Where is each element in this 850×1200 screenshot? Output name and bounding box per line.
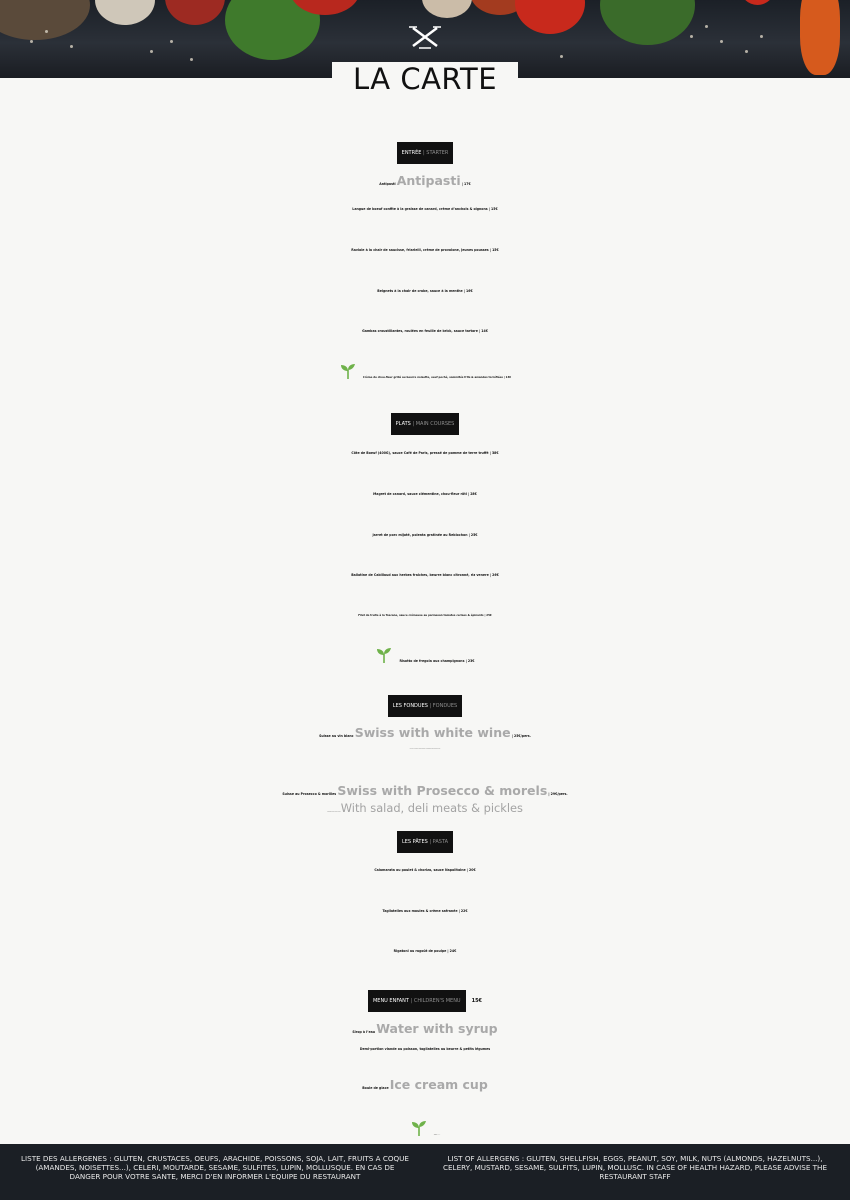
menu-item: Côte de Boeuf (400G), sauce Café de Paris, pressé de pomme de terre truffé | 38€	[351, 451, 499, 455]
menu-item-translation	[0, 920, 850, 936]
menu-item: Crème de chou-fleur grillé au beurre noisette, oeuf poché, sommités frits & amandes torréfiées | 13€	[0, 362, 850, 388]
section-header-main: PLATS | MAIN COURSES	[0, 413, 850, 435]
menu-item: Antipasti Antipasti | 17€	[379, 173, 471, 188]
menu-item-translation	[0, 960, 850, 976]
menu-item: Tagliatelles aux moules & crème safranée | 22€	[382, 909, 468, 913]
menu-item-translation	[0, 544, 850, 560]
sprout-icon	[339, 362, 357, 380]
menu-item-description	[0, 742, 850, 758]
section-header-kids: MENU ENFANT | CHILDREN'S MENU 15€	[0, 990, 850, 1012]
menu-item: Calamarata au poulet & chorizo, sauce Napolitaine | 20€	[374, 868, 476, 872]
menu-item-translation	[0, 1057, 850, 1073]
section-header-starter: ENTRÉE | STARTER	[0, 142, 850, 164]
menu-item: Beignets à la chair de crabe, sauce à la menthe | 16€	[377, 289, 473, 293]
menu-item-translation	[0, 503, 850, 519]
menu-item-translation	[0, 259, 850, 275]
menu-item-translation	[0, 666, 850, 682]
menu-item-translation	[0, 760, 850, 775]
menu-item-translation	[0, 340, 850, 356]
vegetarian-legend	[0, 1119, 850, 1137]
sprout-icon	[410, 1119, 428, 1137]
menu-item: Rigatoni au ragoût de poulpe | 24€	[393, 949, 457, 953]
sprout-icon	[375, 646, 393, 664]
menu-item-translation	[0, 300, 850, 316]
menu-item: Gambas croustillantes, roulées en feuille de brick, sauce tartare | 14€	[362, 329, 488, 333]
menu-item-translation	[0, 625, 850, 641]
menu-item: Suisse au Prosecco & morilles Swiss with Prosecco & morels | 29€/pers.	[282, 783, 568, 798]
allergen-footer	[0, 1144, 850, 1200]
menu-item: Risotto de fregola aux champignons | 23€	[0, 646, 850, 671]
menu-item: Filet de truite à la Toscane, sauce crémeuse au parmesan tomates cerises & épinards | 25€	[358, 614, 492, 617]
menu-item-translation	[0, 462, 850, 478]
menu-item: Jarret de porc mijoté, polenta gratinée au Reblochon | 25€	[372, 533, 478, 537]
menu-item: Boule de glace Ice cream cup	[362, 1077, 488, 1092]
section-header-fondues: LES FONDUES | FONDUES	[0, 695, 850, 717]
allergen-notice-en: LIST OF ALLERGENS : GLUTEN, SHELLFISH, EGGS, PEANUT, SOY, MILK, NUTS (ALMONDS, HAZELNUTS...), CELERY, MUSTARD, SESAME, SULFITS, LUPIN, MOLLUSC. IN CASE OF HEALTH HAZARD, PLEASE ADVISE THE RESTAURANT STAFF	[443, 1154, 827, 1181]
menu-item: Suisse au vin blanc Swiss with white wine | 25€/pers.	[319, 725, 531, 740]
kids-menu-price: 15€	[471, 998, 483, 1004]
menu-item: Raviole à la chair de saucisse, friarielli, crème de provolone, jeunes pousses | 15€	[351, 248, 499, 252]
menu-item: Magret de canard, sauce clémentine, chou-fleur rôti | 28€	[373, 492, 477, 496]
menu-item-translation	[0, 218, 850, 234]
menu-item-translation	[0, 584, 850, 600]
menu-item: Ballotine de Cabillaud aux herbes fraiches, beurre blanc citronné, riz venere | 26€	[351, 573, 499, 577]
crossed-fork-knife-icon	[405, 24, 445, 50]
menu-item-translation	[0, 879, 850, 895]
menu-item: Sirop à l’eau Water with syrup	[352, 1021, 498, 1036]
allergen-notice-fr: LISTE DES ALLERGENES : GLUTEN, CRUSTACES, OEUFS, ARACHIDE, POISSONS, SOJA, LAIT, FRUITS A COQUE (AMANDES, NOISETTES...), CELERI, MOUTARDE, SESAME, SULFITES, LUPIN, MOLLUSQUE. EN CAS DE DANGER POUR VOTRE SANTE, MERCI D'EN INFORMER L'EQUIPE DU RESTAURANT	[21, 1154, 409, 1181]
menu-item: Demi-portion viande ou poisson, tagliatelles au beurre & petits légumes	[359, 1047, 491, 1051]
menu-item: Langue de boeuf confite à la graisse de canard, crème d’anchois & oignons | 15€	[352, 207, 498, 211]
section-header-pasta: LES PÂTES | PASTA	[0, 831, 850, 853]
menu-item-translation	[0, 381, 850, 397]
menu-item-description: With salad, deli meats & pickles	[340, 801, 523, 815]
page-title: LA CARTE	[332, 62, 518, 96]
